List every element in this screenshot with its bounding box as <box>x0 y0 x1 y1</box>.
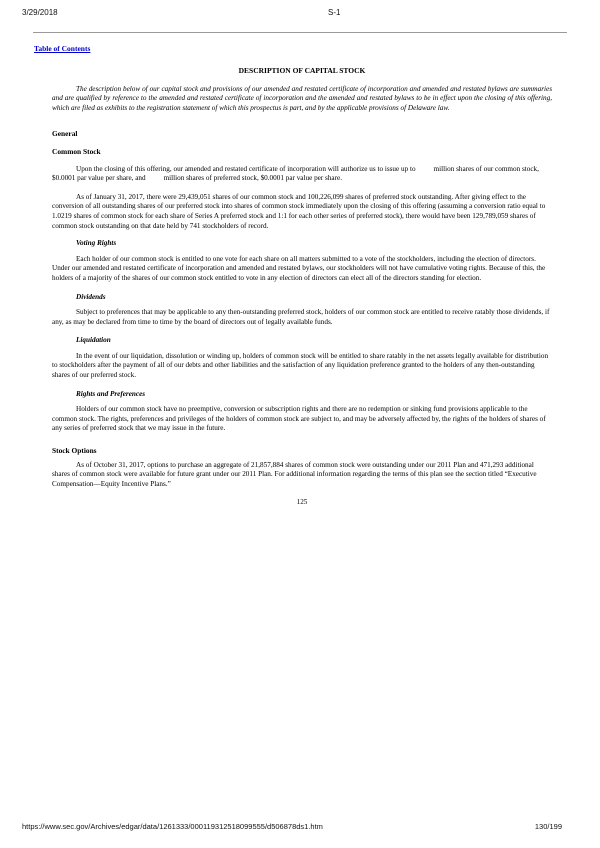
rights-preferences-paragraph: Holders of our common stock have no preemptive, conversion or subscription rights and there are no redemption or sinking fund provisions applicable to the common stock. The rights, preferences and privileges of the holders of common stock are subject to, and may be adversely affected by, the rights of the holders of shares of any series of preferred stock that we may issue in the future. <box>52 405 546 433</box>
voting-rights-paragraph: Each holder of our common stock is entitled to one vote for each share on all matters submitted to a vote of the stockholders, including the election of directors. Under our amended and restated certificate of incorporation and amended and restated bylaws, our stockholders will not have cumulative voting rights. Because of this, the holders of a majority of the shares of our common stock entitled to vote in any election of directors can elect all of the directors standing for election. <box>52 254 546 282</box>
print-date: 3/29/2018 <box>22 8 58 17</box>
print-header <box>22 5 578 19</box>
page-count: 130/199 <box>534 822 562 831</box>
heading-common-stock: Common Stock <box>52 146 101 156</box>
heading-rights-preferences: Rights and Preferences <box>76 389 146 398</box>
heading-dividends: Dividends <box>76 292 106 301</box>
heading-general: General <box>52 129 78 139</box>
heading-voting-rights: Voting Rights <box>76 239 117 248</box>
source-url: https://www.sec.gov/Archives/edgar/data/1261333/000119312518099555/d506878ds1.htm <box>22 822 323 831</box>
header-divider <box>33 32 567 33</box>
document-body <box>52 66 552 508</box>
common-stock-paragraph-1: Upon the closing of this offering, our amended and restated certificate of incorporation will authorize us to issue up to million shares of our common stock, $0.0001 par value per share, and million shares of preferred stock, $0.0001 par value per share. <box>52 164 541 183</box>
page-number: 125 <box>296 498 308 507</box>
liquidation-paragraph: In the event of our liquidation, dissolution or winding up, holders of common stock will be entitled to share ratably in the net assets legally available for distribution to stockholders after the payment of all of our debts and other liabilities and the satisfaction of any liquidation preference granted to the holders of any then-outstanding shares of our preferred stock. <box>52 351 549 380</box>
heading-liquidation: Liquidation <box>76 336 111 345</box>
table-of-contents-link[interactable]: Table of Contents <box>34 44 91 53</box>
common-stock-paragraph-2: As of January 31, 2017, there were 29,439,051 shares of our common stock and 100,226,099 shares of preferred stock outstanding. After giving effect to the conversion of all outstanding shares of our preferred stock into shares of common stock immediately upon the closing of this offering (assuming a conversion ratio equal to 1.0219 shares of common stock for each share of Series A preferred stock and 1:1 for each other series of preferred stock), there would have been 129,789,059 shares of common stock outstanding on that date held by 741 stockholders of record. <box>52 192 546 230</box>
section-title: DESCRIPTION OF CAPITAL STOCK <box>238 66 366 75</box>
heading-stock-options: Stock Options <box>52 446 97 456</box>
dividends-paragraph: Subject to preferences that may be applicable to any then-outstanding preferred stock, holders of our common stock are entitled to receive ratably those dividends, if any, as may be declared from time to time by the board of directors out of legally available funds. <box>52 308 550 326</box>
intro-paragraph: The description below of our capital stock and provisions of our amended and restated certificate of incorporation and amended and restated bylaws are summaries and are qualified by reference to the amended and restated certificate of incorporation and the amended and restated bylaws to be in effect upon the closing of this offering, which are filed as exhibits to the registration statement of which this prospectus is part, and by the applicable provisions of Delaware law. <box>52 84 552 112</box>
print-title: S-1 <box>328 8 341 17</box>
stock-options-paragraph: As of October 31, 2017, options to purchase an aggregate of 21,857,884 shares of common stock were outstanding under our 2011 Plan and 471,293 additional shares of common stock were available for future grant under our 2011 Plan. For additional information regarding the terms of this plan see the section titled “Executive Compensation—Equity Incentive Plans.” <box>52 460 537 488</box>
